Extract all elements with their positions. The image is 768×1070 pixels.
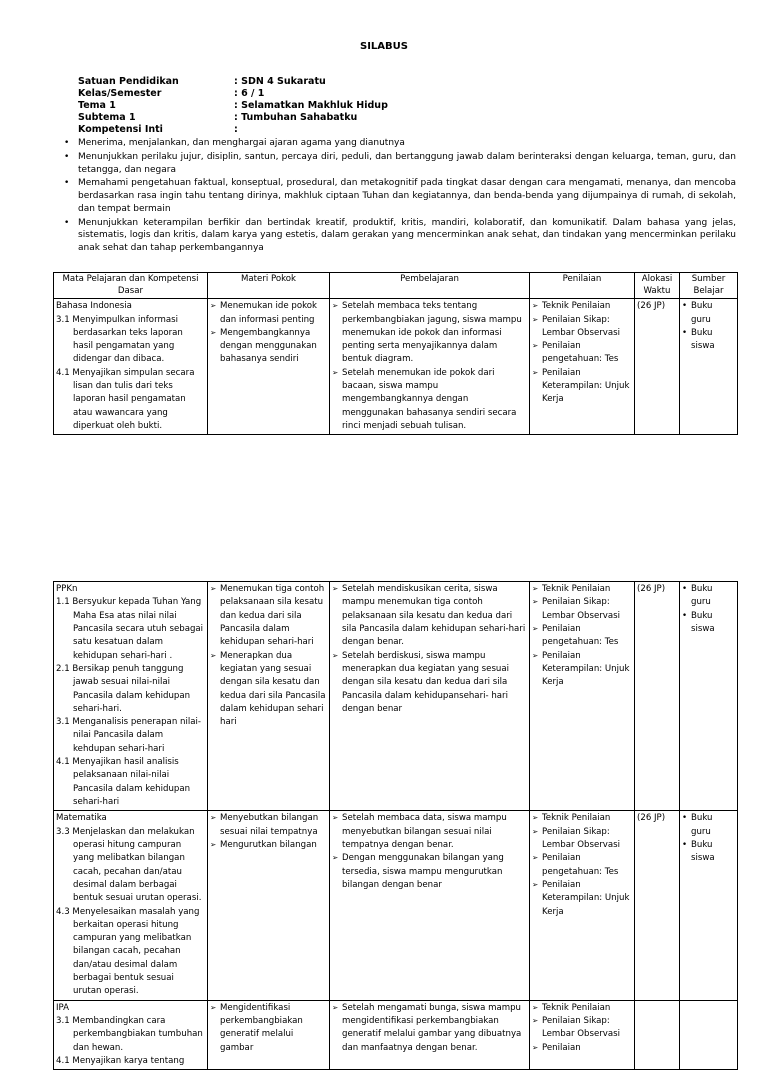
subject-name: Matematika: [56, 813, 107, 824]
materi-item: ➢ Mengidentifikasi perkembangbiakan generatif melalui gambar: [210, 1002, 327, 1055]
pembelajaran-cell: [330, 1000, 530, 1070]
pembelajaran-item: ➢ Setelah berdiskusi, siswa mampu menerapkan dua kegiatan yang sesuai dengan sila kesatu dan kedua dari sila Pancasila dalam kehidupansehari- hari dengan benar: [332, 650, 527, 717]
sumber-item: • Buku siswa: [682, 327, 735, 354]
pembelajaran-item: ➢ Setelah menemukan ide pokok dari bacaan, siswa mampu mengembangkannya dengan menggunakan bahasanya sendiri secara rinci menjadi sebuah tulisan.: [332, 367, 527, 434]
table-row: [54, 1000, 738, 1070]
sumber-item: • Buku siswa: [682, 839, 735, 866]
materi-item: ➢ Menemukan tiga contoh pelaksanaan sila kesatu dan kedua dari sila Pancasila dalam kehidupan sehari-hari: [210, 583, 327, 650]
kd-item: 3.3 Menjelaskan dan melakukan operasi hitung campuran yang melibatkan bilangan cacah, pecahan dan/atau desimal dalam berbagai bentuk sesuai urutan operasi.: [56, 826, 202, 904]
materi-item: ➢ Mengembangkannya dengan menggunakan bahasanya sendiri: [210, 327, 327, 367]
table-row: [54, 299, 738, 435]
materi-item: ➢ Menemukan ide pokok dan informasi penting: [210, 300, 327, 327]
pembelajaran-cell: [330, 582, 530, 811]
penilaian-item: ➢ Penilaian Keterampilan: Unjuk Kerja: [532, 650, 632, 690]
subject-cell: [54, 811, 208, 1000]
header-sumber: Sumber Belajar: [680, 273, 738, 299]
table-header-row: [54, 273, 738, 299]
sumber-cell: [680, 811, 738, 1000]
alokasi-cell: (26 JP): [635, 582, 680, 811]
kd-item: 4.1 Menyajikan simpulan secara lisan dan tulis dari teks laporan hasil pengamatan atau wawancara yang diperkuat oleh bukti.: [56, 367, 195, 431]
identity-row-ki: [78, 124, 388, 136]
kompetensi-inti-item: • Memahami pengetahuan faktual, konseptual, prosedural, dan metakognitif pada tingkat dasar dengan cara mengamati, menanya, dan mencoba berdasarkan rasa ingin tahu tentang dirinya, makhluk ciptaan Tuhan dan kegiatannya, dan benda-benda yang dijumpainya di rumah, di sekolah, dan tempat bermain: [64, 177, 736, 215]
kd-item: 4.1 Menyajikan hasil analisis pelaksanaan nilai-nilai Pancasila dalam kehidupan sehari-hari: [56, 757, 191, 807]
materi-item: ➢ Menyebutkan bilangan sesuai nilai tempatnya: [210, 812, 327, 839]
subject-name: IPA: [56, 1002, 70, 1013]
header-materi: Materi Pokok: [208, 273, 330, 299]
materi-cell: [208, 299, 330, 435]
penilaian-item: ➢ Penilaian Keterampilan: Unjuk Kerja: [532, 879, 632, 919]
kd-item: 1.1 Bersyukur kepada Tuhan Yang Maha Esa atas nilai nilai Pancasila secara utuh sebagai satu kesatuan dalam kehidupan sehari-hari .: [56, 597, 204, 661]
penilaian-item: ➢ Penilaian Sikap: Lembar Observasi: [532, 1015, 632, 1042]
table-row: [54, 811, 738, 1000]
pembelajaran-item: ➢ Setelah membaca teks tentang perkembangbiakan jagung, siswa mampu menemukan ide pokok dan informasi penting serta menyajikannya dalam bentuk diagram.: [332, 300, 527, 367]
header-pembelajaran: Pembelajaran: [330, 273, 530, 299]
penilaian-item: ➢ Penilaian pengetahuan: Tes: [532, 623, 632, 650]
identity-value: : Selamatkan Makhluk Hidup: [234, 99, 388, 111]
identity-block: [78, 76, 388, 135]
penilaian-cell: [530, 1000, 635, 1070]
materi-cell: [208, 1000, 330, 1070]
penilaian-item: ➢ Penilaian Sikap: Lembar Observasi: [532, 826, 632, 853]
identity-key: Kelas/Semester: [78, 87, 162, 99]
penilaian-item: ➢ Teknik Penilaian: [532, 1002, 632, 1015]
identity-row-kelas: [78, 88, 388, 100]
subject-cell: [54, 582, 208, 811]
kompetensi-inti-list: [64, 137, 736, 256]
identity-row-satuan: [78, 76, 388, 88]
kd-item: 3.1 Menyimpulkan informasi berdasarkan teks laporan hasil pengamatan yang didengar dan dibaca.: [56, 314, 183, 365]
materi-cell: [208, 811, 330, 1000]
pembelajaran-item: ➢ Setelah mendiskusikan cerita, siswa mampu menemukan tiga contoh pelaksanaan sila kesatu dan kedua dari sila Pancasila dalam kehidupan sehari-hari dengan benar.: [332, 583, 527, 650]
pembelajaran-item: ➢ Dengan menggunakan bilangan yang tersedia, siswa mampu mengurutkan bilangan dengan benar: [332, 852, 527, 892]
header-subject: Mata Pelajaran dan Kompetensi Dasar: [54, 273, 208, 299]
materi-cell: [208, 582, 330, 811]
pembelajaran-item: ➢ Setelah membaca data, siswa mampu menyebutkan bilangan sesuai nilai tempatnya dengan benar.: [332, 812, 527, 852]
identity-key: Satuan Pendidikan: [78, 76, 179, 87]
penilaian-item: ➢ Penilaian pengetahuan: Tes: [532, 852, 632, 879]
sumber-cell: [680, 582, 738, 811]
identity-row-subtema: [78, 112, 388, 124]
pembelajaran-cell: [330, 299, 530, 435]
pembelajaran-item: ➢ Setelah mengamati bunga, siswa mampu mengidentifikasi perkembangbiakan generatif melalui gambar yang dibuatnya dan manfaatnya dengan benar.: [332, 1002, 527, 1055]
alokasi-cell: (26 JP): [635, 811, 680, 1000]
materi-item: ➢ Menerapkan dua kegiatan yang sesuai dengan sila kesatu dan kedua dari sila Pancasila dalam kehidupan sehari hari: [210, 650, 327, 730]
sumber-item: • Buku siswa: [682, 610, 735, 637]
subject-cell: [54, 299, 208, 435]
penilaian-item: ➢ Teknik Penilaian: [532, 583, 632, 596]
subject-cell: [54, 1000, 208, 1070]
kompetensi-inti-item: • Menunjukkan keterampilan berfikir dan bertindak kreatif, produktif, kritis, mandiri, kolaboratif, dan komunikatif. Dalam bahasa yang jelas, sistematis, logis dan kritis, dalam karya yang estetis, dalam gerakan yang mencerminkan anak sehat, dan tindakan yang mencerminkan perilaku anak sehat dan tahap perkembangannya: [64, 217, 736, 255]
kompetensi-inti-item: • Menerima, menjalankan, dan menghargai ajaran agama yang dianutnya: [64, 137, 736, 150]
pembelajaran-cell: [330, 811, 530, 1000]
header-alokasi: Alokasi Waktu: [635, 273, 680, 299]
syllabus-table-2: [53, 581, 738, 1070]
identity-key: Subtema 1: [78, 111, 136, 123]
identity-key: Kompetensi Inti: [78, 123, 163, 135]
sumber-item: • Buku guru: [682, 812, 735, 839]
syllabus-table-1: [53, 272, 738, 435]
penilaian-item: ➢ Penilaian Keterampilan: Unjuk Kerja: [532, 367, 632, 407]
sumber-cell: [680, 1000, 738, 1070]
kd-item: 3.1 Membandingkan cara perkembangbiakan tumbuhan dan hewan.: [56, 1016, 203, 1053]
table-row: [54, 582, 738, 811]
penilaian-cell: [530, 299, 635, 435]
kompetensi-inti-item: • Menunjukkan perilaku jujur, disiplin, santun, percaya diri, peduli, dan bertanggung jawab dalam berinteraksi dengan keluarga, teman, guru, dan tetangga, dan negara: [64, 151, 736, 177]
penilaian-item: ➢ Penilaian Sikap: Lembar Observasi: [532, 314, 632, 341]
alokasi-cell: [635, 1000, 680, 1070]
penilaian-item: ➢ Teknik Penilaian: [532, 812, 632, 825]
identity-value: : SDN 4 Sukaratu: [234, 76, 326, 87]
identity-value: : 6 / 1: [234, 87, 265, 99]
identity-key: Tema 1: [78, 99, 116, 111]
penilaian-item: ➢ Penilaian pengetahuan: Tes: [532, 340, 632, 367]
identity-value: : Tumbuhan Sahabatku: [234, 111, 358, 123]
kd-item: 2.1 Bersikap penuh tanggung jawab sesuai nilai-nilai Pancasila dalam kehidupan sehari-hari.: [56, 663, 191, 714]
penilaian-cell: [530, 582, 635, 811]
identity-row-tema: [78, 100, 388, 112]
sumber-item: • Buku guru: [682, 300, 735, 327]
penilaian-item: ➢ Penilaian: [532, 1042, 632, 1055]
kd-item: 3.1 Menganalisis penerapan nilai-nilai Pancasila dalam kehdupan sehari-hari: [56, 717, 201, 754]
kd-item: 4.3 Menyelesaikan masalah yang berkaitan operasi hitung campuran yang melibatkan bilangan cacah, pecahan dan/atau desimal dalam berbagai bentuk sesuai urutan operasi.: [56, 906, 200, 997]
penilaian-cell: [530, 811, 635, 1000]
kd-item: 4.1 Menyajikan karya tentang: [56, 1055, 185, 1066]
alokasi-cell: (26 JP): [635, 299, 680, 435]
subject-name: Bahasa Indonesia: [56, 301, 132, 312]
sumber-item: • Buku guru: [682, 583, 735, 610]
identity-value: :: [234, 123, 238, 135]
materi-item: ➢ Mengurutkan bilangan: [210, 839, 327, 852]
sumber-cell: [680, 299, 738, 435]
penilaian-item: ➢ Teknik Penilaian: [532, 300, 632, 313]
subject-name: PPKn: [56, 584, 78, 594]
page-title: SILABUS: [360, 41, 408, 52]
penilaian-item: ➢ Penilaian Sikap: Lembar Observasi: [532, 596, 632, 623]
header-penilaian: Penilaian: [530, 273, 635, 299]
